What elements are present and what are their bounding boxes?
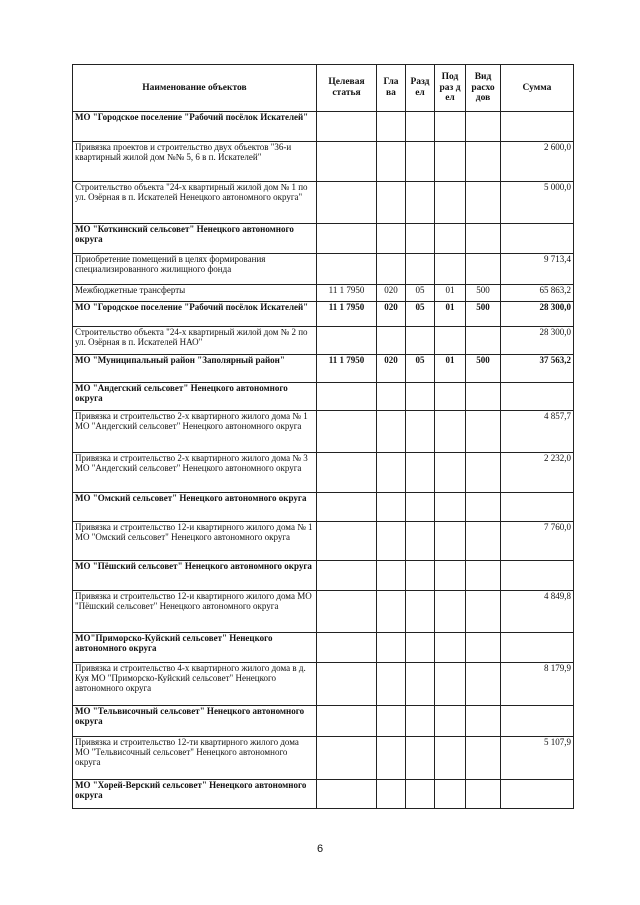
cell-sum xyxy=(501,383,574,411)
cell-sum xyxy=(501,112,574,142)
cell-razdel xyxy=(406,142,435,182)
cell-podrazdel: 01 xyxy=(435,302,466,327)
cell-podrazdel xyxy=(435,224,466,254)
header-sum: Сумма xyxy=(501,65,574,112)
cell-glava xyxy=(377,780,406,809)
cell-expense-type xyxy=(466,706,501,737)
cell-razdel: 05 xyxy=(406,302,435,327)
cell-glava xyxy=(377,561,406,591)
cell-razdel xyxy=(406,633,435,663)
table-row xyxy=(73,254,574,285)
cell-target-article xyxy=(317,254,377,285)
cell-target-article: 11 1 7950 xyxy=(317,302,377,327)
cell-razdel: 05 xyxy=(406,285,435,302)
cell-target-article xyxy=(317,142,377,182)
cell-target-article xyxy=(317,383,377,411)
cell-razdel xyxy=(406,254,435,285)
cell-sum xyxy=(501,561,574,591)
cell-glava xyxy=(377,327,406,355)
cell-glava xyxy=(377,411,406,453)
table-row xyxy=(73,355,574,383)
cell-podrazdel xyxy=(435,327,466,355)
cell-sum: 28 300,0 xyxy=(501,302,574,327)
cell-podrazdel xyxy=(435,383,466,411)
cell-name: МО "Пёшский сельсовет" Ненецкого автономного округа xyxy=(73,561,317,591)
cell-razdel xyxy=(406,224,435,254)
cell-target-article xyxy=(317,224,377,254)
cell-expense-type xyxy=(466,522,501,561)
cell-expense-type xyxy=(466,453,501,493)
cell-podrazdel xyxy=(435,737,466,780)
cell-razdel xyxy=(406,780,435,809)
table-row xyxy=(73,112,574,142)
cell-name: Привязка и строительство 4-х квартирного жилого дома в д. Куя МО "Приморско-Куйский сельсовет" Ненецкого автономного округа xyxy=(73,663,317,706)
cell-podrazdel xyxy=(435,663,466,706)
cell-target-article xyxy=(317,561,377,591)
table-row xyxy=(73,327,574,355)
cell-glava xyxy=(377,522,406,561)
cell-podrazdel xyxy=(435,633,466,663)
table-row xyxy=(73,706,574,737)
table-row xyxy=(73,302,574,327)
header-expense-type: Вид расхо дов xyxy=(466,65,501,112)
cell-name: Строительство объекта "24-х квартирный жилой дом № 2 по ул. Озёрная в п. Искателей НАО" xyxy=(73,327,317,355)
cell-expense-type: 500 xyxy=(466,355,501,383)
cell-expense-type xyxy=(466,142,501,182)
cell-podrazdel xyxy=(435,780,466,809)
header-glava: Гла ва xyxy=(377,65,406,112)
cell-podrazdel xyxy=(435,522,466,561)
cell-podrazdel xyxy=(435,112,466,142)
cell-expense-type xyxy=(466,663,501,706)
cell-expense-type xyxy=(466,633,501,663)
cell-razdel xyxy=(406,561,435,591)
table-row xyxy=(73,453,574,493)
table-row xyxy=(73,561,574,591)
cell-razdel xyxy=(406,327,435,355)
cell-name: МО "Муниципальный район "Заполярный район" xyxy=(73,355,317,383)
cell-target-article xyxy=(317,780,377,809)
table-row xyxy=(73,737,574,780)
cell-glava: 020 xyxy=(377,355,406,383)
cell-glava: 020 xyxy=(377,285,406,302)
cell-sum: 4 849,8 xyxy=(501,591,574,633)
cell-expense-type xyxy=(466,411,501,453)
cell-target-article xyxy=(317,453,377,493)
cell-glava xyxy=(377,737,406,780)
page-number: 6 xyxy=(316,843,324,855)
cell-expense-type xyxy=(466,182,501,224)
cell-glava xyxy=(377,112,406,142)
cell-sum: 4 857,7 xyxy=(501,411,574,453)
cell-expense-type xyxy=(466,493,501,522)
cell-expense-type xyxy=(466,254,501,285)
cell-target-article xyxy=(317,493,377,522)
cell-target-article xyxy=(317,182,377,224)
table-body xyxy=(73,112,574,809)
cell-expense-type xyxy=(466,780,501,809)
table-row xyxy=(73,633,574,663)
cell-expense-type xyxy=(466,737,501,780)
cell-sum: 5 000,0 xyxy=(501,182,574,224)
cell-razdel xyxy=(406,706,435,737)
cell-glava xyxy=(377,663,406,706)
table-row xyxy=(73,142,574,182)
cell-glava xyxy=(377,182,406,224)
cell-glava xyxy=(377,633,406,663)
table-row xyxy=(73,285,574,302)
cell-glava xyxy=(377,493,406,522)
table-row xyxy=(73,591,574,633)
cell-glava xyxy=(377,142,406,182)
cell-podrazdel xyxy=(435,591,466,633)
table-row xyxy=(73,224,574,254)
header-podrazdel: Под раз д ел xyxy=(435,65,466,112)
table-row xyxy=(73,663,574,706)
cell-name: МО "Коткинский сельсовет" Ненецкого автономного округа xyxy=(73,224,317,254)
cell-target-article xyxy=(317,633,377,663)
cell-name: МО "Городское поселение "Рабочий посёлок Искателей" xyxy=(73,302,317,327)
cell-razdel xyxy=(406,737,435,780)
cell-podrazdel xyxy=(435,142,466,182)
cell-sum: 5 107,9 xyxy=(501,737,574,780)
cell-sum xyxy=(501,780,574,809)
cell-expense-type xyxy=(466,591,501,633)
table-row xyxy=(73,383,574,411)
cell-target-article xyxy=(317,706,377,737)
cell-target-article xyxy=(317,112,377,142)
cell-expense-type: 500 xyxy=(466,302,501,327)
cell-name: Приобретение помещений в целях формирования специализированного жилищного фонда xyxy=(73,254,317,285)
cell-sum: 8 179,9 xyxy=(501,663,574,706)
cell-sum xyxy=(501,633,574,663)
cell-expense-type xyxy=(466,561,501,591)
cell-name: Привязка и строительство 12-ти квартирного жилого дома МО "Тельвисочный сельсовет" Ненецкого автономного округа xyxy=(73,737,317,780)
cell-name: МО "Андегский сельсовет" Ненецкого автономного округа xyxy=(73,383,317,411)
cell-name: Привязка и строительство 12-и квартирного жилого дома МО "Пёшский сельсовет" Ненецкого автономного округа xyxy=(73,591,317,633)
cell-podrazdel xyxy=(435,254,466,285)
cell-name: МО "Городское поселение "Рабочий посёлок Искателей" xyxy=(73,112,317,142)
table-row xyxy=(73,493,574,522)
cell-target-article xyxy=(317,591,377,633)
cell-razdel xyxy=(406,383,435,411)
cell-podrazdel xyxy=(435,561,466,591)
cell-sum xyxy=(501,224,574,254)
cell-razdel xyxy=(406,522,435,561)
cell-name: Привязка и строительство 12-и квартирного жилого дома № 1 МО "Омский сельсовет" Ненецкого автономного округа xyxy=(73,522,317,561)
cell-sum xyxy=(501,706,574,737)
cell-target-article xyxy=(317,327,377,355)
cell-name: Строительство объекта "24-х квартирный жилой дом № 1 по ул. Озёрная в п. Искателей Ненецкого автономного округа" xyxy=(73,182,317,224)
cell-name: МО "Тельвисочный сельсовет" Ненецкого автономного округа xyxy=(73,706,317,737)
table-row xyxy=(73,780,574,809)
header-name: Наименование объектов xyxy=(73,65,317,112)
cell-razdel xyxy=(406,112,435,142)
cell-podrazdel: 01 xyxy=(435,285,466,302)
cell-sum: 2 600,0 xyxy=(501,142,574,182)
cell-expense-type xyxy=(466,383,501,411)
cell-name: Привязка и строительство 2-х квартирного жилого дома № 1 МО "Андегский сельсовет" Ненецкого автономного округа xyxy=(73,411,317,453)
cell-target-article xyxy=(317,411,377,453)
cell-glava xyxy=(377,706,406,737)
cell-sum: 37 563,2 xyxy=(501,355,574,383)
cell-razdel xyxy=(406,411,435,453)
budget-table xyxy=(72,64,574,809)
cell-glava xyxy=(377,453,406,493)
cell-sum: 7 760,0 xyxy=(501,522,574,561)
cell-glava xyxy=(377,591,406,633)
cell-target-article xyxy=(317,663,377,706)
cell-target-article: 11 1 7950 xyxy=(317,285,377,302)
cell-name: МО "Хорей-Верский сельсовет" Ненецкого автономного округа xyxy=(73,780,317,809)
cell-glava: 020 xyxy=(377,302,406,327)
cell-razdel xyxy=(406,663,435,706)
cell-target-article xyxy=(317,522,377,561)
table-row xyxy=(73,411,574,453)
cell-name: Привязка проектов и строительство двух объектов "36-и квартирный жилой дом №№ 5, 6 в п. Искателей" xyxy=(73,142,317,182)
table-row xyxy=(73,182,574,224)
cell-name: Привязка и строительство 2-х квартирного жилого дома № 3 МО "Андегский сельсовет" Ненецкого автономного округа xyxy=(73,453,317,493)
cell-sum xyxy=(501,493,574,522)
cell-podrazdel xyxy=(435,411,466,453)
cell-razdel: 05 xyxy=(406,355,435,383)
table-row xyxy=(73,522,574,561)
cell-glava xyxy=(377,224,406,254)
cell-name: Межбюджетные трансферты xyxy=(73,285,317,302)
cell-name: МО "Омский сельсовет" Ненецкого автономного округа xyxy=(73,493,317,522)
cell-razdel xyxy=(406,182,435,224)
cell-podrazdel xyxy=(435,453,466,493)
header-target-article: Целевая статья xyxy=(317,65,377,112)
cell-expense-type xyxy=(466,224,501,254)
cell-target-article xyxy=(317,737,377,780)
cell-podrazdel xyxy=(435,493,466,522)
table-header-row xyxy=(73,65,574,112)
cell-expense-type: 500 xyxy=(466,285,501,302)
cell-razdel xyxy=(406,453,435,493)
cell-sum: 65 863,2 xyxy=(501,285,574,302)
header-razdel: Разд ел xyxy=(406,65,435,112)
cell-razdel xyxy=(406,591,435,633)
cell-expense-type xyxy=(466,112,501,142)
cell-target-article: 11 1 7950 xyxy=(317,355,377,383)
cell-razdel xyxy=(406,493,435,522)
cell-sum: 9 713,4 xyxy=(501,254,574,285)
cell-glava xyxy=(377,254,406,285)
cell-podrazdel xyxy=(435,182,466,224)
cell-expense-type xyxy=(466,327,501,355)
cell-glava xyxy=(377,383,406,411)
cell-sum: 28 300,0 xyxy=(501,327,574,355)
cell-podrazdel: 01 xyxy=(435,355,466,383)
cell-name: МО"Приморско-Куйский сельсовет" Ненецкого автономного округа xyxy=(73,633,317,663)
cell-sum: 2 232,0 xyxy=(501,453,574,493)
cell-podrazdel xyxy=(435,706,466,737)
